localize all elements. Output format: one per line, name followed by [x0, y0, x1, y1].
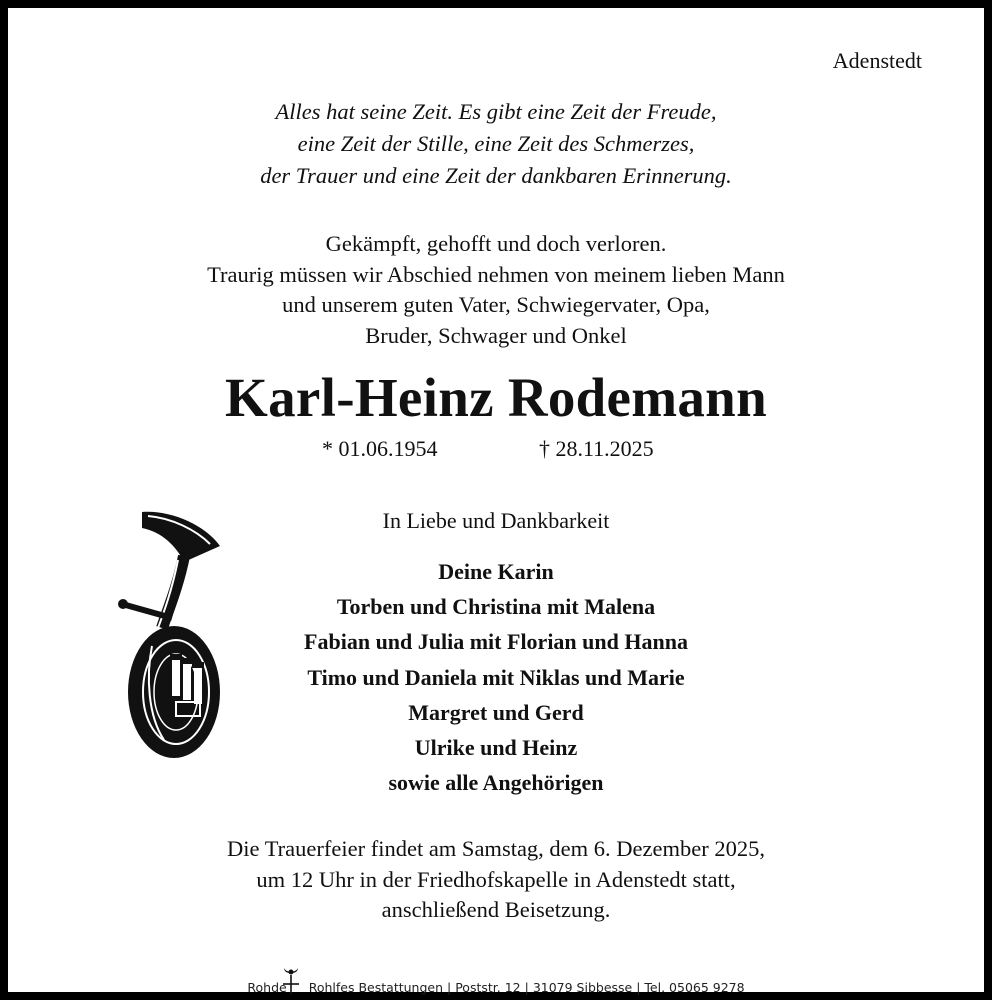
footer-city: 31079 Sibbesse [532, 980, 633, 995]
service-line: um 12 Uhr in der Friedhofskapelle in Adenstedt statt, [256, 866, 736, 892]
footer-phone: Tel. 05065 9278 [644, 980, 745, 995]
place-name: Adenstedt [832, 48, 922, 73]
footer-street: Poststr. 12 [455, 980, 521, 995]
obituary-notice [8, 8, 984, 995]
birth-date: * 01.06.1954 [322, 436, 438, 461]
intro-line: Gekämpft, gehofft und doch verloren. [325, 231, 667, 256]
mourner-item: sowie alle Angehörigen [388, 770, 604, 796]
footer-name-right: Rohlfes Bestattungen [308, 980, 444, 995]
funeral-home-footer [8, 980, 984, 995]
quote-line: eine Zeit der Stille, eine Zeit des Schmerzes, [297, 131, 695, 156]
intro-line: Traurig müssen wir Abschied nehmen von meinem lieben Mann [207, 261, 785, 287]
service-info [8, 834, 984, 926]
mourner-item: Timo und Daniela mit Niklas und Marie [307, 664, 685, 690]
service-line: Die Trauerfeier findet am Samstag, dem 6. Dezember 2025, [227, 836, 765, 861]
mourner-item: Torben und Christina mit Malena [336, 594, 656, 620]
footer-separator: | [447, 980, 452, 995]
intro-text [8, 229, 984, 351]
death-date: † 28.11.2025 [539, 436, 654, 461]
mourner-item: Margret und Gerd [408, 699, 584, 725]
quote [8, 96, 984, 192]
service-line: anschließend Beisetzung. [381, 897, 611, 922]
footer-separator: | [636, 980, 641, 995]
mourners-list [8, 554, 984, 800]
deceased-name: Karl-Heinz Rodemann [225, 367, 767, 428]
mourner-item: Ulrike und Heinz [414, 735, 578, 761]
intro-line: Bruder, Schwager und Onkel [365, 322, 627, 348]
quote-line: der Trauer und eine Zeit der dankbaren Erinnerung. [260, 163, 732, 188]
mourner-item: Deine Karin [438, 559, 554, 584]
mourner-item: Fabian und Julia mit Florian und Hanna [304, 629, 688, 655]
dedication-line: In Liebe und Dankbarkeit [382, 508, 610, 533]
footer-separator: | [524, 980, 529, 995]
quote-line: Alles hat seine Zeit. Es gibt eine Zeit der Freude, [275, 99, 717, 124]
intro-line: und unserem guten Vater, Schwiegervater, Opa, [282, 292, 710, 317]
footer-name-left: Rohde [247, 980, 287, 995]
